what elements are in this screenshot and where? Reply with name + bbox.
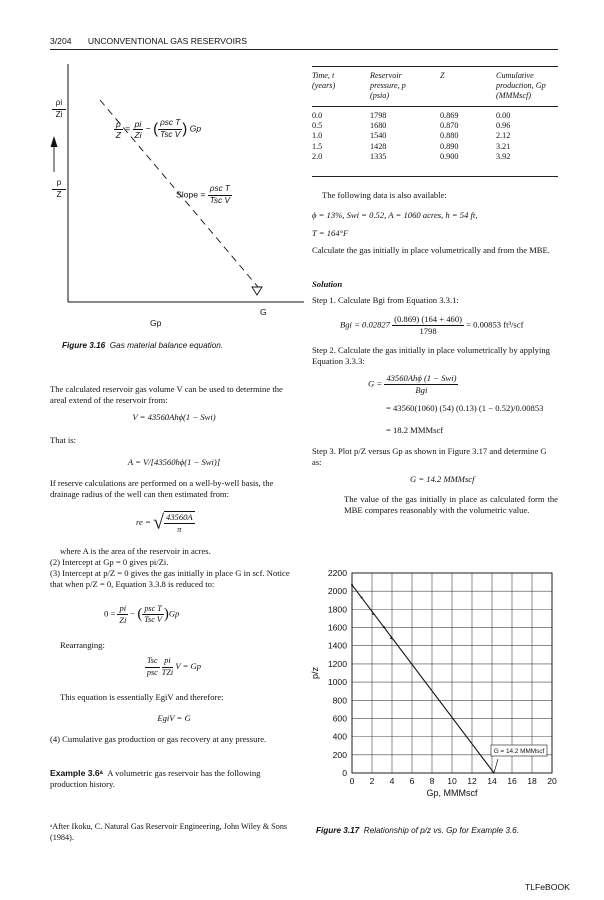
fig316-g-marker <box>252 287 262 295</box>
y-tick-label: 1600 <box>327 622 347 633</box>
conclusion: The value of the gas initially in place as calculated form the MBE compares reasonably with the volumetric value. <box>344 494 558 515</box>
x-tick-label: 18 <box>527 776 537 786</box>
solution-heading: Solution <box>312 279 343 289</box>
y-tick-label: 600 <box>332 713 347 724</box>
temp-line: T = 164°F <box>312 228 349 238</box>
x-tick-label: 2 <box>369 776 375 786</box>
running-header <box>50 36 247 46</box>
y-tick-label: 1000 <box>327 677 347 688</box>
running-title: UNCONVENTIONAL GAS RESERVOIRS <box>87 36 247 46</box>
production-table-body <box>312 111 558 162</box>
fig316-up-arrowhead <box>51 136 58 147</box>
table-header-time: Time, t (years) <box>312 71 336 91</box>
y-tick-label: 400 <box>332 731 347 742</box>
table-header-cumulative: Cumulative production, Gp (MMMscf) <box>496 71 546 101</box>
x-axis-label: Gp, MMMscf <box>426 788 478 798</box>
left-para-1: The calculated reservoir gas volume V can be used to determine the areal extend of the reservoir from: <box>50 384 283 405</box>
y-tick-label: 2000 <box>327 586 347 597</box>
also-available: The following data is also available: <box>322 190 447 200</box>
fig316-equation: $\frac{p}{Z}$ = $\frac{pi}{Zi}$ − ( $\frac{\text{ρsc T}}{\text{Tsc V}}$ ) Gp <box>115 118 202 140</box>
step-3: Step 3. Plot p/Z versus Gp as shown in Figure 3.17 and determine G as: <box>312 446 547 467</box>
left-para-3: where A is the area of the reservoir in acres. <box>60 546 211 556</box>
data-point <box>351 584 353 586</box>
example-3-6 <box>50 768 298 790</box>
x-tick-label: 12 <box>467 776 477 786</box>
eq-g-line-3: = 18.2 MMMscf <box>386 425 444 435</box>
data-point <box>390 637 392 639</box>
x-tick-label: 10 <box>447 776 457 786</box>
table-row: 0.0 1798 0.869 0.00 <box>312 111 511 120</box>
y-tick-label: 1400 <box>327 640 347 651</box>
table-row: 2.0 1335 0.900 3.92 <box>312 151 511 161</box>
step-2: Step 2. Calculate the gas initially in place volumetrically by applying Equation 3.3.3: <box>312 345 550 366</box>
footnote: ᵃAfter Ikoku, C. Natural Gas Reservoir Engineering, John Wiley & Sons (1984). <box>50 822 288 842</box>
table-header-rule <box>312 106 558 107</box>
page-number: 3/204 <box>50 36 72 46</box>
y-tick-label: 1800 <box>327 604 347 615</box>
x-tick-label: 14 <box>487 776 497 786</box>
production-table <box>312 71 558 102</box>
y-tick-label: 1200 <box>327 658 347 669</box>
data-point <box>383 626 385 628</box>
annotation-label: G = 14.2 MMMscf <box>493 748 545 755</box>
y-tick-label: 200 <box>332 749 347 760</box>
annotation-leader <box>494 759 498 773</box>
table-bottom-rule <box>312 176 558 177</box>
list-item-4: (4) Cumulative gas production or gas recovery at any pressure. <box>50 734 267 744</box>
x-tick-label: 16 <box>507 776 517 786</box>
table-header-row <box>312 71 558 102</box>
that-is: That is: <box>50 435 77 445</box>
eq-g-line-2: = 43560(1060) (54) (0.13) (1 − 0.52)/0.00853 <box>386 403 544 413</box>
list-item-2: (2) Intercept at Gp = 0 gives pi/Zi. <box>50 557 169 567</box>
eq-bgi: Bgi = 0.02827 $\frac{(0.869) (164 + 460)}{1798}$ = 0.00853 ft³/scf <box>340 314 524 336</box>
fig316-y-top-label: ρi Zi <box>52 98 66 120</box>
fig317-caption <box>316 826 519 835</box>
x-tick-label: 6 <box>409 776 415 786</box>
y-tick-label: 800 <box>332 695 347 706</box>
fig316-g-label: G <box>260 307 267 317</box>
table-row: 1.0 1540 0.880 2.12 <box>312 131 511 141</box>
table-row: 0.5 1680 0.870 0.96 <box>312 121 511 131</box>
fig316-caption-text: Gas material balance equation. <box>109 341 224 350</box>
y-tick-label: 0 <box>342 768 347 778</box>
table-row: 1.5 1428 0.890 3.21 <box>312 141 511 151</box>
left-para-2: If reserve calculations are performed on a well-by-well basis, the drainage radius of the well can then estimated from: <box>50 478 274 499</box>
fig316-slope-label: Slope = $\frac{\text{ρsc T}}{\text{Tsc V}}$ <box>176 184 230 205</box>
table-top-rule <box>312 66 558 67</box>
fig316-y-mid-label: p Z <box>52 178 66 200</box>
eq-reduced: 0 = $\frac{pi}{Zi}$ − ( $\frac{\text{psc T}}{\text{Tsc V}}$ )Gp <box>104 603 180 625</box>
eq-area: A = V/[43560hϕ(1 − Swi)] <box>127 457 221 467</box>
eq-volume: V = 43560Ahϕ(1 − Swi) <box>132 412 216 422</box>
eq-rearranged: $\frac{\text{Tsc}}{\text{psc}}$ $\frac{pi}{\text{TZi}}$ V = Gp <box>146 656 202 677</box>
table-header-pressure: Reservoir pressure, p (psia) <box>370 71 406 101</box>
fig316-caption-label: Figure 3.16 <box>62 341 106 350</box>
example-text: A volumetric gas reservoir has the following production history. <box>50 768 261 789</box>
table-header-z: Z <box>440 71 445 80</box>
list-item-3: (3) Intercept at p/Z = 0 gives the gas initially in place G in scf. Notice that when p/Z = 0, Equation 3.3.8 is reduced to: <box>50 568 290 589</box>
x-tick-label: 4 <box>389 776 395 786</box>
rearranging: Rearranging: <box>60 640 105 650</box>
data-point <box>361 596 363 598</box>
fig317-caption-label: Figure 3.17 <box>316 826 360 835</box>
example-label: Example 3.6ᵃ <box>50 768 103 778</box>
data-line: ϕ = 13%, Swi = 0.52, A = 1060 acres, h = 54 ft, <box>312 210 478 220</box>
x-tick-label: 0 <box>349 776 355 786</box>
fig317-caption-text: Relationship of p/z vs. Gp for Example 3.6. <box>363 826 519 835</box>
y-axis-label: p/z <box>310 666 320 680</box>
data-point <box>372 613 374 615</box>
x-tick-label: 20 <box>547 776 557 786</box>
task: Calculate the gas initially in place volumetrically and from the MBE. <box>312 245 550 255</box>
header-rule <box>50 49 558 50</box>
figure-3-17-chart <box>310 565 560 815</box>
footer-credit: TLFeBOOK <box>525 882 570 892</box>
eq-drainage-radius: re = √ $\frac{43560A}{\pi}$ <box>136 511 193 534</box>
eq-g-volumetric: G = $\frac{\text{43560Ahϕ (1 − Swi)}}{\text{Bgi}}$ <box>368 373 457 395</box>
fig316-x-label: Gp <box>150 318 162 328</box>
eq-egi: EgiV = G <box>157 713 191 723</box>
left-para-4: This equation is essentially EgiV and therefore: <box>60 692 224 702</box>
step-1: Step 1. Calculate Bgi from Equation 3.3.1: <box>312 295 459 305</box>
x-tick-label: 8 <box>429 776 435 786</box>
g-result: G = 14.2 MMMscf <box>410 474 475 484</box>
y-tick-label: 2200 <box>327 568 347 578</box>
fig316-caption <box>62 341 223 350</box>
